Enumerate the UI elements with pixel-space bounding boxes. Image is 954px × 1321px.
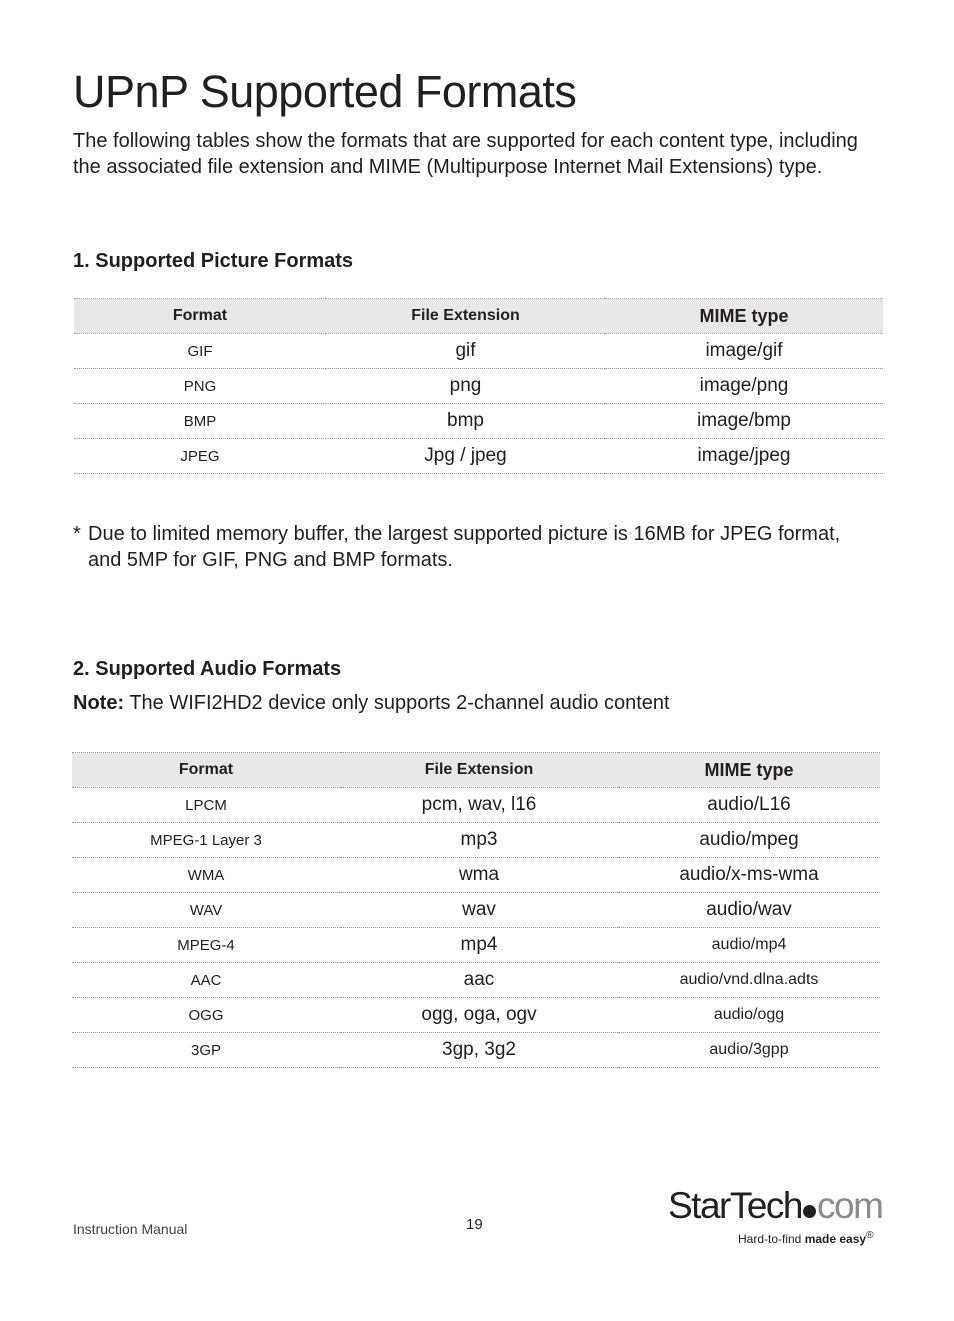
extension-cell: 3gp, 3g2 (340, 1033, 618, 1068)
table-row (74, 404, 883, 439)
format-cell: GIF (74, 334, 326, 369)
footnote-text: Due to limited memory buffer, the largest supported picture is 16MB for JPEG format, and 5MP for GIF, PNG and BMP formats. (88, 523, 841, 571)
logo-dot-icon (803, 1205, 816, 1218)
footnote-asterisk: * (73, 523, 81, 545)
format-cell: AAC (72, 963, 340, 998)
extension-cell: wav (340, 893, 618, 928)
table-row (72, 1033, 880, 1068)
extension-cell: mp3 (340, 823, 618, 858)
table-header-row (72, 753, 880, 788)
extension-cell: aac (340, 963, 618, 998)
mime-cell: audio/L16 (618, 788, 880, 823)
note-label: Note: (73, 692, 125, 714)
mime-cell: image/png (605, 369, 883, 404)
audio-section-title: 2. Supported Audio Formats (73, 658, 342, 680)
format-cell: WAV (72, 893, 340, 928)
table-row (72, 998, 880, 1033)
column-header-format: Format (72, 753, 340, 788)
column-header-file-extension: File Extension (326, 299, 605, 334)
format-cell: BMP (74, 404, 326, 439)
table-row (74, 334, 883, 369)
mime-cell: audio/3gpp (618, 1033, 880, 1068)
extension-cell: png (326, 369, 605, 404)
table-row (72, 858, 880, 893)
mime-cell: audio/wav (618, 893, 880, 928)
page-title: UPnP Supported Formats (73, 66, 577, 117)
logo-brand-name: StarTech (668, 1185, 803, 1226)
column-header-file-extension: File Extension (340, 753, 618, 788)
table-row (72, 823, 880, 858)
mime-cell: audio/x-ms-wma (618, 858, 880, 893)
audio-note (73, 692, 670, 715)
table-header-row (74, 299, 883, 334)
intro-paragraph: The following tables show the formats that are supported for each content type, including the associated file extension and MIME (Multipurpose Internet Mail Extensions) type. (73, 130, 858, 178)
extension-cell: pcm, wav, l16 (340, 788, 618, 823)
tagline-part-2: made easy (804, 1232, 867, 1246)
mime-cell: image/gif (605, 334, 883, 369)
mime-cell: image/jpeg (605, 439, 883, 474)
mime-cell: audio/mpeg (618, 823, 880, 858)
tagline-part-1: Hard-to-find (738, 1232, 802, 1246)
table-row (72, 788, 880, 823)
note-text: The WIFI2HD2 device only supports 2-channel audio content (129, 692, 670, 714)
format-cell: MPEG-4 (72, 928, 340, 963)
mime-cell: audio/ogg (618, 998, 880, 1033)
mime-cell: audio/vnd.dlna.adts (618, 963, 880, 998)
picture-formats-table (74, 298, 883, 474)
footer-document-title: Instruction Manual (73, 1221, 188, 1237)
logo-tagline (738, 1230, 873, 1246)
extension-cell: mp4 (340, 928, 618, 963)
format-cell: WMA (72, 858, 340, 893)
column-header-mime-type: MIME type (605, 299, 883, 334)
format-cell: PNG (74, 369, 326, 404)
column-header-format: Format (74, 299, 326, 334)
format-cell: LPCM (72, 788, 340, 823)
audio-formats-table (72, 752, 880, 1068)
extension-cell: gif (326, 334, 605, 369)
extension-cell: Jpg / jpeg (326, 439, 605, 474)
column-header-mime-type: MIME type (618, 753, 880, 788)
logo-wordmark (668, 1184, 882, 1228)
format-cell: 3GP (72, 1033, 340, 1068)
picture-footnote (73, 521, 873, 573)
table-row (72, 928, 880, 963)
table-row (74, 439, 883, 474)
logo-brand-suffix: com (817, 1185, 883, 1226)
registered-mark: ® (866, 1230, 874, 1241)
format-cell: MPEG-1 Layer 3 (72, 823, 340, 858)
extension-cell: bmp (326, 404, 605, 439)
page-number: 19 (466, 1216, 483, 1233)
format-cell: JPEG (74, 439, 326, 474)
extension-cell: ogg, oga, ogv (340, 998, 618, 1033)
startech-logo (668, 1184, 883, 1254)
extension-cell: wma (340, 858, 618, 893)
picture-section-title: 1. Supported Picture Formats (73, 250, 354, 272)
table-row (74, 369, 883, 404)
format-cell: OGG (72, 998, 340, 1033)
mime-cell: audio/mp4 (618, 928, 880, 963)
mime-cell: image/bmp (605, 404, 883, 439)
table-row (72, 963, 880, 998)
table-row (72, 893, 880, 928)
